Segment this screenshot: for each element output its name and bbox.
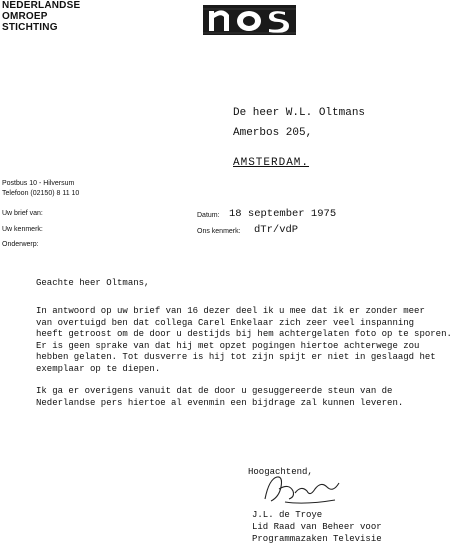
paragraph-line: exemplaar op te diepen. [36, 363, 161, 374]
uw-brief-van-label: Uw brief van: [2, 210, 43, 217]
uw-kenmerk-label: Uw kenmerk: [2, 226, 43, 233]
telefoon-line: Telefoon (02150) 8 11 10 [2, 190, 80, 197]
recipient-street: Amerbos 205, [233, 127, 313, 139]
paragraph-line: hebben gelaten. Tot dusverre is hij tot zijn spijt er niet in geslaagd het [36, 352, 436, 362]
signatory-name: J.L. de Troye [252, 510, 323, 520]
datum-label: Datum: [197, 212, 220, 219]
organization-name [2, 0, 80, 33]
sender-contact [2, 179, 79, 199]
paragraph-line: In antwoord op uw brief van 16 dezer deel ik u mee dat ik er zonder meer [36, 306, 425, 316]
handwritten-signature [255, 471, 350, 507]
recipient-city: AMSTERDAM. [233, 157, 310, 169]
closing: Hoogachtend, [248, 467, 313, 477]
recipient-address [233, 103, 365, 173]
org-line-1: NEDERLANDSE [2, 0, 81, 11]
paragraph-line: Er is geen sprake van dat hij met opzet pogingen hiertoe achterwege zou [36, 340, 420, 351]
salutation: Geachte heer Oltmans, [36, 278, 150, 288]
datum-value: 18 september 1975 [229, 208, 337, 220]
postbus-line: Postbus 10 - Hilversum [2, 180, 75, 187]
org-line-2: OMROEP [2, 11, 48, 22]
recipient-name: De heer W.L. Oltmans [233, 107, 366, 119]
paragraph-line: van overtuigd ben dat collega Carel Enkelaar zich zeer veel inspanning [36, 317, 415, 328]
org-line-3: STICHTING [2, 22, 58, 33]
ons-kenmerk-value: dTr/vdP [254, 224, 299, 236]
onderwerp-label: Onderwerp: [2, 241, 39, 248]
signatory-role-2: Programmazaken Televisie [252, 534, 382, 544]
paragraph-2 [36, 386, 403, 409]
signatory-role-1: Lid Raad van Beheer voor [252, 522, 382, 532]
paragraph-1 [36, 306, 452, 375]
paragraph-line: heeft getroost om de door u destijds bij hem achtergelaten foto op te sporen. [36, 329, 452, 339]
nos-logo [203, 3, 296, 37]
paragraph-line: Nederlandse pers hiertoe al evenmin een bijdrage zal kunnen leveren. [36, 397, 404, 408]
paragraph-line: Ik ga er overigens vanuit dat de door u gesuggereerde steun van de [36, 386, 393, 396]
ons-kenmerk-label: Ons kenmerk: [197, 228, 241, 235]
